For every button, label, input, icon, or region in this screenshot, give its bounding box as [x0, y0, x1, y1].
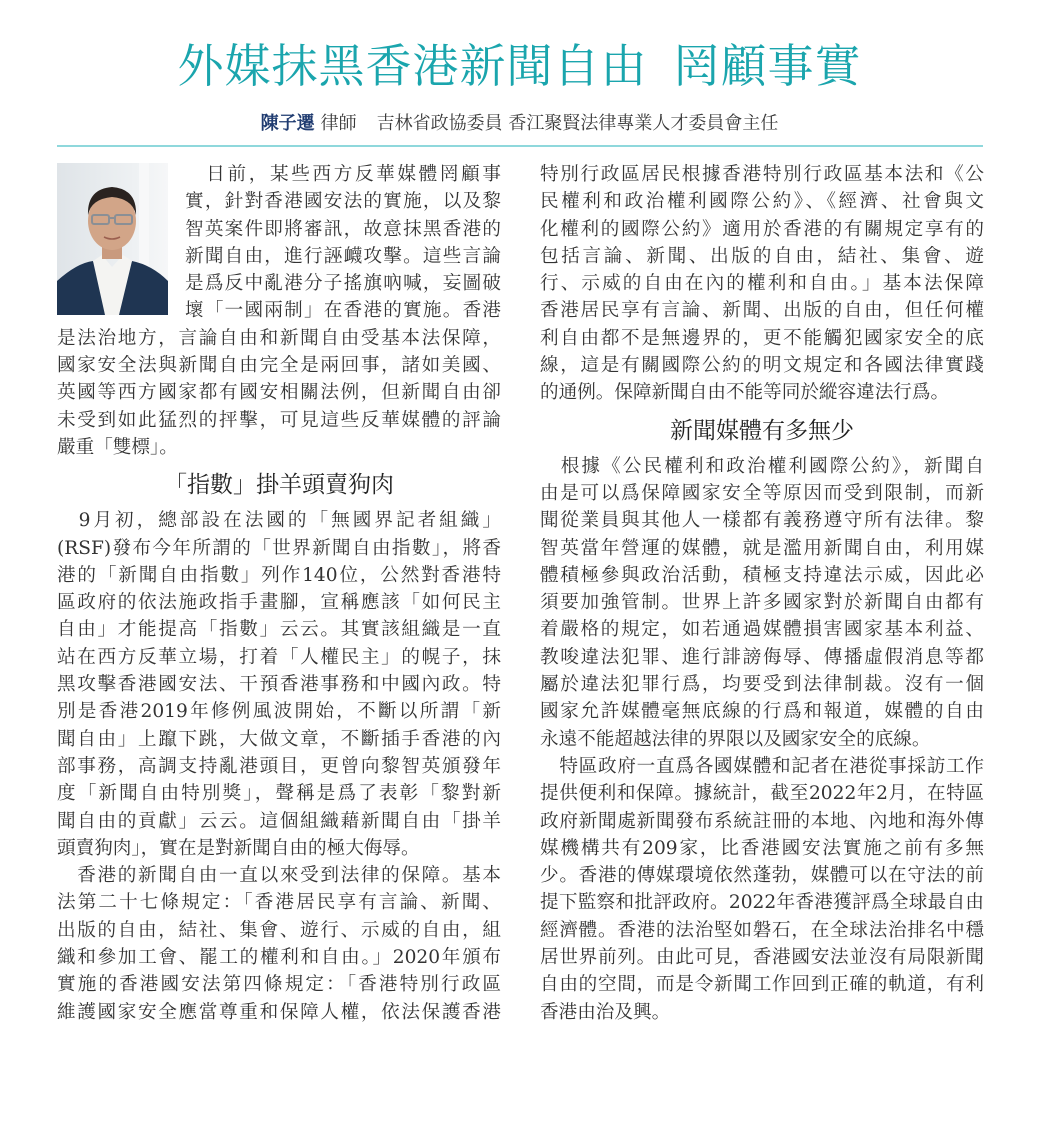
government-paragraph	[540, 753, 984, 1026]
text-line: 行、示威的自由在內的權利和自由。」基本法保障	[540, 273, 984, 295]
text-line: 永遠不能超越法律的界限以及國家安全的底線。	[540, 728, 931, 750]
text-line: 化權利的國際公約》適用於香港的有關規定享有的	[540, 218, 984, 240]
text-line: 9月初，總部設在法國的「無國界記者組織」	[57, 510, 501, 532]
text-line: 織和參加工會、罷工的權利和自由。」2020年頒布	[57, 947, 501, 969]
text-line: 特別行政區居民根據香港特別行政區基本法和《公	[540, 164, 984, 185]
text-line: 國家允許媒體毫無底線的行爲和報道，媒體的自由	[540, 701, 984, 723]
text-line: 少。香港的傳媒環境依然蓬勃，媒體可以在守法的前	[540, 865, 984, 887]
author-affiliation: 吉林省政協委員 香江聚賢法律專業人才委員會主任	[376, 113, 779, 134]
text-line: 是爲反中亂港分子搖旗吶喊，妄圖破	[185, 273, 501, 295]
text-line: 着嚴格的規定，如若通過媒體損害國家基本利益、	[540, 619, 984, 641]
text-line: 教唆違法犯罪、進行誹謗侮辱、傳播虛假消息等都	[540, 646, 984, 668]
intro-paragraph-wrapped	[57, 161, 501, 325]
text-line: 未受到如此猛烈的抨擊，可見這些反華媒體的評論	[57, 409, 501, 431]
text-line: 英國等西方國家都有國安相關法例，但新聞自由卻	[57, 382, 501, 404]
text-line: 須要加強管制。世界上許多國家對於新聞自由都有	[540, 592, 984, 614]
text-line: 提下監察和批評政府。2022年香港獲評爲全球最自由	[540, 892, 984, 914]
text-line: 民權利和政治權利國際公約》、《經濟、社會與文	[540, 191, 984, 213]
text-line: 經濟體。香港的法治堅如磐石，在全球法治排名中穩	[540, 919, 984, 941]
text-line: 是法治地方，言論自由和新聞自由受基本法保障，	[57, 327, 501, 349]
text-line: 部事務，高調支持亂港頭目，更曾向黎智英頒發年	[57, 755, 501, 777]
text-line: 線，這是有關國際公約的明文規定和各國法律實踐	[540, 355, 984, 377]
text-line: 由是可以爲保障國家安全等原因而受到限制，而新	[540, 482, 984, 504]
text-line: 智英當年營運的媒體，就是濫用新聞自由，利用媒	[540, 537, 984, 559]
text-line: 度「新聞自由特別獎」，聲稱是爲了表彰「黎對新	[57, 783, 501, 805]
text-line: 聞自由的貢獻」云云。這個組織藉新聞自由「掛羊	[57, 810, 501, 832]
text-line: 體積極參與政治活動，積極支持違法示威，因此必	[540, 564, 984, 586]
text-line: 利自由都不是無邊界的，更不能觸犯國家安全的底	[540, 327, 984, 349]
headline	[0, 38, 1039, 94]
text-line: 特區政府一直爲各國媒體和記者在港從事採訪工作	[540, 755, 984, 777]
section-heading-media: 新聞媒體有多無少	[670, 417, 854, 444]
text-line: 香港由治及興。	[540, 1001, 671, 1023]
text-line: 維護國家安全應當尊重和保障人權，依法保護香港	[57, 1001, 501, 1023]
iccpr-paragraph	[540, 453, 984, 753]
text-line: 國家安全法與新聞自由完全是兩回事，諸如美國、	[57, 355, 501, 377]
text-line: 自由」才能提高「指數」云云。其實該組織是一直	[57, 619, 501, 641]
section-heading-index: 「指數」掛羊頭賣狗肉	[164, 472, 394, 499]
text-line: 香港的新聞自由一直以來受到法律的保障。基本	[57, 865, 501, 887]
text-line: 出版的自由，結社、集會、遊行、示威的自由，組	[57, 919, 501, 941]
text-line: 居世界前列。由此可見，香港國安法並沒有局限新聞	[540, 947, 984, 969]
author-name: 陳子遷	[260, 113, 315, 134]
text-line: 別是香港2019年修例風波開始，不斷以所謂「新	[57, 701, 501, 723]
rsf-paragraph	[57, 507, 501, 862]
text-line: 屬於違法犯罪行爲，均要受到法律制裁。沒有一個	[540, 674, 984, 696]
headline-part-2: 罔顧事實	[673, 39, 862, 93]
header-divider	[57, 145, 983, 147]
text-line: 嚴重「雙標」。	[57, 436, 178, 458]
right-column	[540, 161, 984, 1026]
text-line: 法第二十七條規定：「香港居民享有言論、新聞、	[57, 892, 501, 914]
intro-paragraph	[57, 325, 501, 461]
text-line: 香港居民享有言論、新聞、出版的自由，但任何權	[540, 300, 984, 322]
text-line: 聞自由」上躥下跳，大做文章，不斷插手香港的內	[57, 728, 501, 750]
text-line: 實施的香港國安法第四條規定：「香港特別行政區	[57, 974, 501, 996]
basic-law-paragraph	[57, 862, 501, 1026]
text-line: 新聞自由，進行誣衊攻擊。這些言論	[185, 245, 501, 267]
text-line: 根據《公民權利和政治權利國際公約》，新聞自	[540, 455, 984, 477]
text-line: 港的「新聞自由指數」列作140位，公然對香港特	[57, 564, 501, 586]
text-line: 日前，某些西方反華媒體罔顧事	[185, 164, 501, 185]
text-line: 站在西方反華立場，打着「人權民主」的幌子，抹	[57, 646, 501, 668]
text-line: 聞從業員與其他人一樣都有義務遵守所有法律。黎	[540, 510, 984, 532]
text-line: 黑攻擊香港國安法、干預香港事務和中國內政。特	[57, 674, 501, 696]
text-line: 包括言論、新聞、出版的自由，結社、集會、遊	[540, 245, 984, 267]
text-line: 的通例。保障新聞自由不能等同於縱容違法行爲。	[540, 382, 950, 404]
text-line: 媒機構共有209家，比香港國安法實施之前有多無	[540, 837, 984, 859]
text-line: 自由的空間，而是令新聞工作回到正確的軌道，有利	[540, 974, 984, 996]
text-line: 提供便利和保障。據統計，截至2022年2月，在特區	[540, 783, 984, 805]
text-line: 頭賣狗肉」，實在是對新聞自由的極大侮辱。	[57, 837, 420, 859]
text-line: 區政府的依法施政指手畫腳，宣稱應該「如何民主	[57, 592, 501, 614]
text-line: 政府新聞處新聞發布系統註冊的本地、內地和海外傳	[540, 810, 984, 832]
text-line: 智英案件即將審訊，故意抹黑香港的	[185, 218, 501, 240]
text-line: 壞「一國兩制」在香港的實施。香港	[185, 300, 501, 322]
text-line: 實，針對香港國安法的實施，以及黎	[185, 191, 501, 213]
continuation-paragraph	[540, 161, 984, 407]
left-column	[57, 161, 501, 1026]
author-title: 律師	[320, 113, 357, 134]
byline	[0, 112, 1039, 136]
headline-part-1: 外媒抹黑香港新聞自由	[177, 39, 648, 93]
text-line: (RSF)發布今年所謂的「世界新聞自由指數」，將香	[57, 537, 501, 559]
